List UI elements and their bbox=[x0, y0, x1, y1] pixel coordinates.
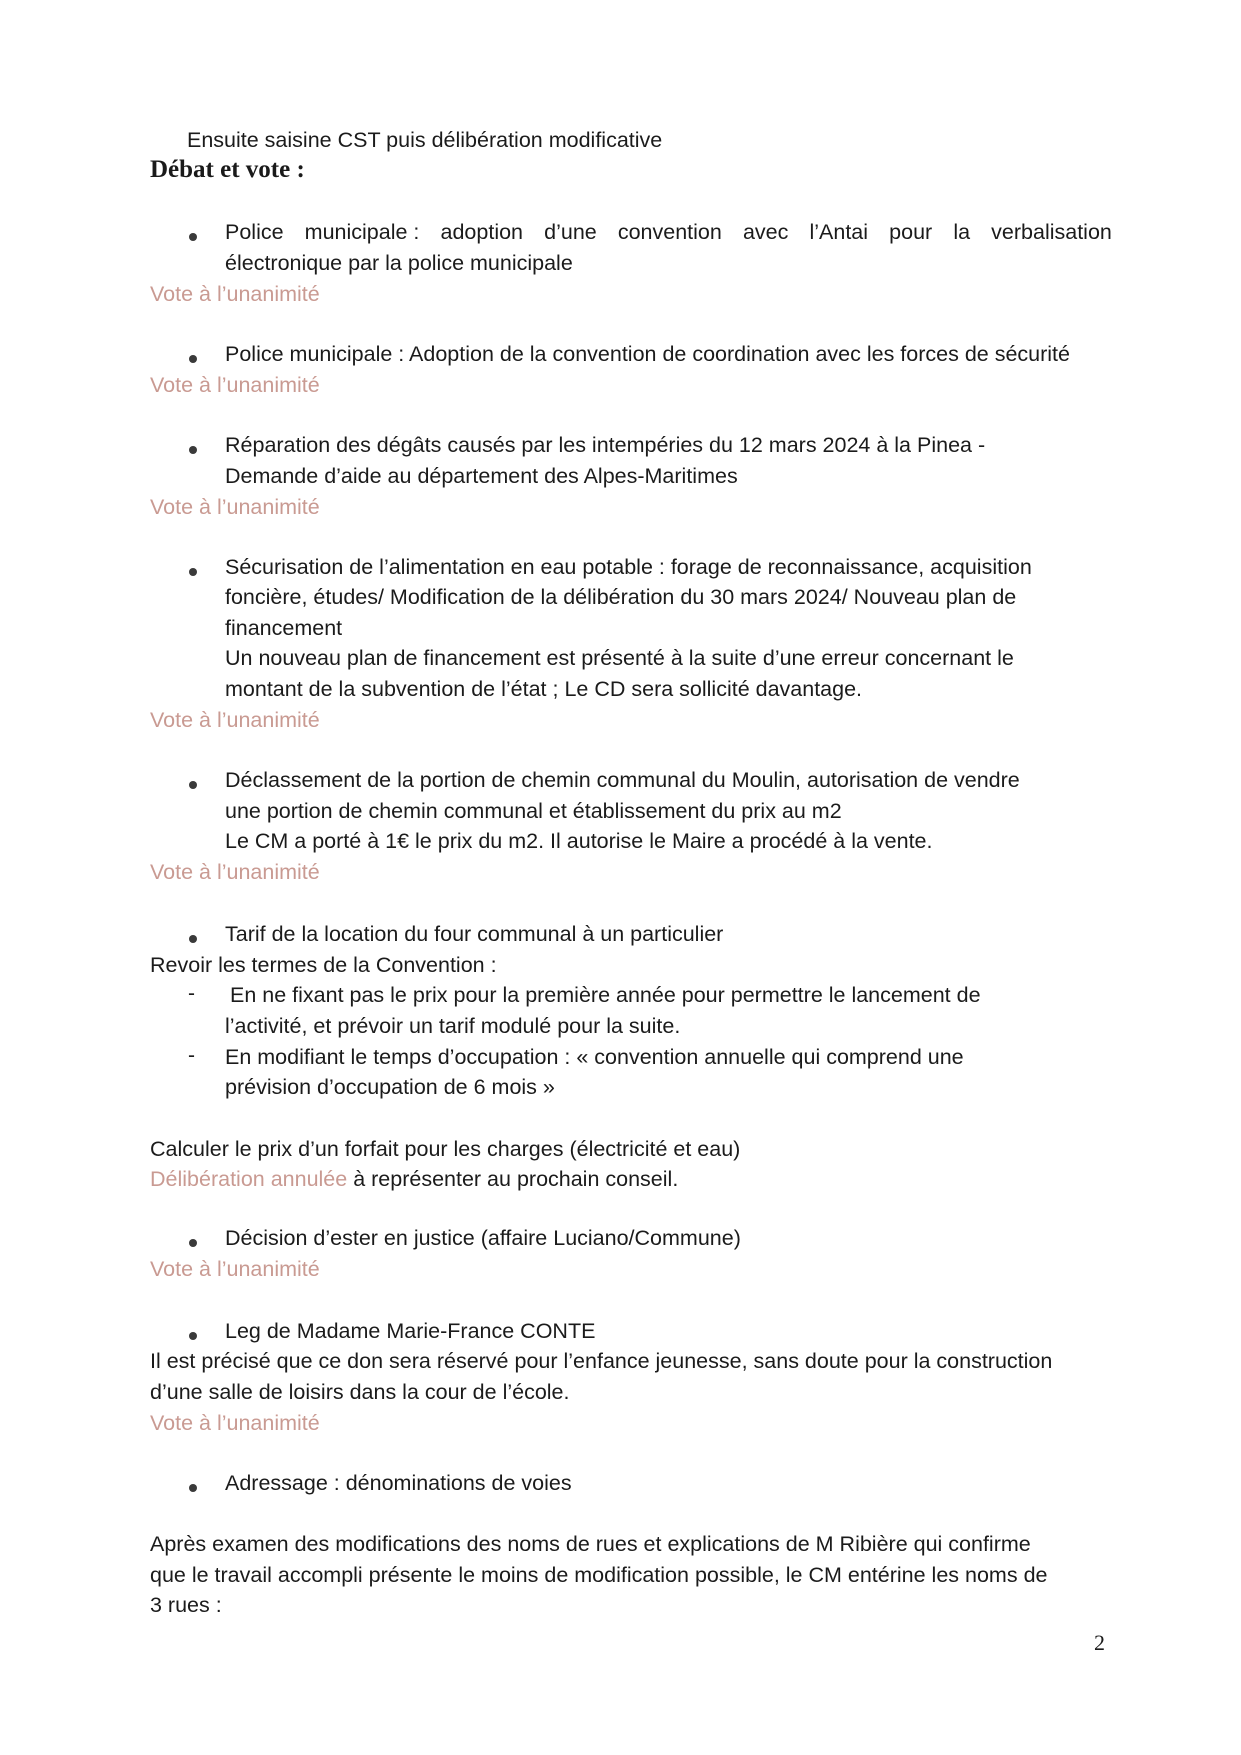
vote-result: Vote à l’unanimité bbox=[150, 708, 320, 732]
vote-result: Vote à l’unanimité bbox=[150, 282, 320, 306]
word: Police bbox=[225, 220, 284, 244]
dash-marker: - bbox=[188, 1044, 195, 1067]
item-7-line-1: Décision d’ester en justice (affaire Luciano/Commune) bbox=[225, 1226, 741, 1250]
word: pour bbox=[889, 220, 933, 244]
item-6-dash-2-line-1: En modifiant le temps d’occupation : « convention annuelle qui comprend une bbox=[225, 1045, 964, 1069]
item-5-line-2: une portion de chemin communal et établissement du prix au m2 bbox=[225, 799, 842, 823]
word: la bbox=[953, 220, 971, 244]
vote-result: Vote à l’unanimité bbox=[150, 373, 320, 397]
word: verbalisation bbox=[991, 220, 1112, 244]
word: l’Antai bbox=[809, 220, 869, 244]
section-heading: Débat et vote : bbox=[150, 156, 305, 183]
item-9-para-2: que le travail accompli présente le moins de modification possible, le CM entérine les noms de bbox=[150, 1563, 1048, 1587]
item-6-revoir: Revoir les termes de la Convention : bbox=[150, 953, 497, 977]
vote-result: Vote à l’unanimité bbox=[150, 1257, 320, 1281]
item-4-line-1: Sécurisation de l’alimentation en eau potable : forage de reconnaissance, acquisition bbox=[225, 555, 1032, 579]
bullet-icon bbox=[189, 1332, 197, 1340]
item-4-line-2: foncière, études/ Modification de la délibération du 30 mars 2024/ Nouveau plan de bbox=[225, 585, 1017, 609]
item-6-line-1: Tarif de la location du four communal à un particulier bbox=[225, 922, 724, 946]
annulation-rest: à représenter au prochain conseil. bbox=[347, 1167, 679, 1191]
bullet-icon bbox=[189, 446, 197, 454]
item-6-dash-2-line-2: prévision d’occupation de 6 mois » bbox=[225, 1075, 555, 1099]
item-6-dash-1-line-1: En ne fixant pas le prix pour la première année pour permettre le lancement de bbox=[230, 983, 981, 1007]
item-4-line-3: financement bbox=[225, 616, 343, 640]
item-4-line-5: montant de la subvention de l’état ; Le CD sera sollicité davantage. bbox=[225, 677, 863, 701]
item-4-line-4: Un nouveau plan de financement est présenté à la suite d’une erreur concernant le bbox=[225, 646, 1014, 670]
page-number: 2 bbox=[1094, 1630, 1105, 1655]
item-6-annulation bbox=[150, 1166, 678, 1192]
item-8-line-1: Leg de Madame Marie-France CONTE bbox=[225, 1319, 596, 1343]
dash-marker: - bbox=[188, 982, 195, 1005]
item-2-line-1: Police municipale : Adoption de la convention de coordination avec les forces de sécurité bbox=[225, 342, 1070, 366]
item-3-line-2: Demande d’aide au département des Alpes-Maritimes bbox=[225, 464, 738, 488]
vote-result: Vote à l’unanimité bbox=[150, 860, 320, 884]
bullet-icon bbox=[189, 1239, 197, 1247]
word: convention bbox=[617, 220, 722, 244]
item-6-calc: Calculer le prix d’un forfait pour les charges (électricité et eau) bbox=[150, 1137, 741, 1161]
bullet-icon bbox=[189, 781, 197, 789]
item-8-para-1: Il est précisé que ce don sera réservé pour l’enfance jeunesse, sans doute pour la construction bbox=[150, 1349, 1053, 1373]
item-9-para-1: Après examen des modifications des noms de rues et explications de M Ribière qui confirme bbox=[150, 1532, 1031, 1556]
item-5-line-3: Le CM a porté à 1€ le prix du m2. Il autorise le Maire a procédé à la vente. bbox=[225, 829, 933, 853]
item-3-line-1: Réparation des dégâts causés par les intempéries du 12 mars 2024 à la Pinea - bbox=[225, 433, 986, 457]
bullet-icon bbox=[189, 568, 197, 576]
bullet-icon bbox=[189, 935, 197, 943]
item-1-line-1 bbox=[225, 219, 1112, 245]
annulation-label: Délibération annulée bbox=[150, 1167, 348, 1191]
item-8-para-2: d’une salle de loisirs dans la cour de l’école. bbox=[150, 1380, 570, 1404]
bullet-icon bbox=[189, 1484, 197, 1492]
item-6-dash-1-line-2: l’activité, et prévoir un tarif modulé pour la suite. bbox=[225, 1014, 681, 1038]
item-1-line-2: électronique par la police municipale bbox=[225, 251, 573, 275]
item-9-para-3: 3 rues : bbox=[150, 1593, 222, 1617]
item-5-line-1: Déclassement de la portion de chemin communal du Moulin, autorisation de vendre bbox=[225, 768, 1020, 792]
word: d’une bbox=[544, 220, 597, 244]
item-9-line-1: Adressage : dénominations de voies bbox=[225, 1471, 572, 1495]
bullet-icon bbox=[189, 355, 197, 363]
intro-line: Ensuite saisine CST puis délibération modificative bbox=[187, 128, 663, 152]
word: adoption bbox=[440, 220, 524, 244]
word: avec bbox=[742, 220, 789, 244]
bullet-icon bbox=[189, 233, 197, 241]
vote-result: Vote à l’unanimité bbox=[150, 1411, 320, 1435]
word: municipale : bbox=[304, 220, 420, 244]
vote-result: Vote à l’unanimité bbox=[150, 495, 320, 519]
